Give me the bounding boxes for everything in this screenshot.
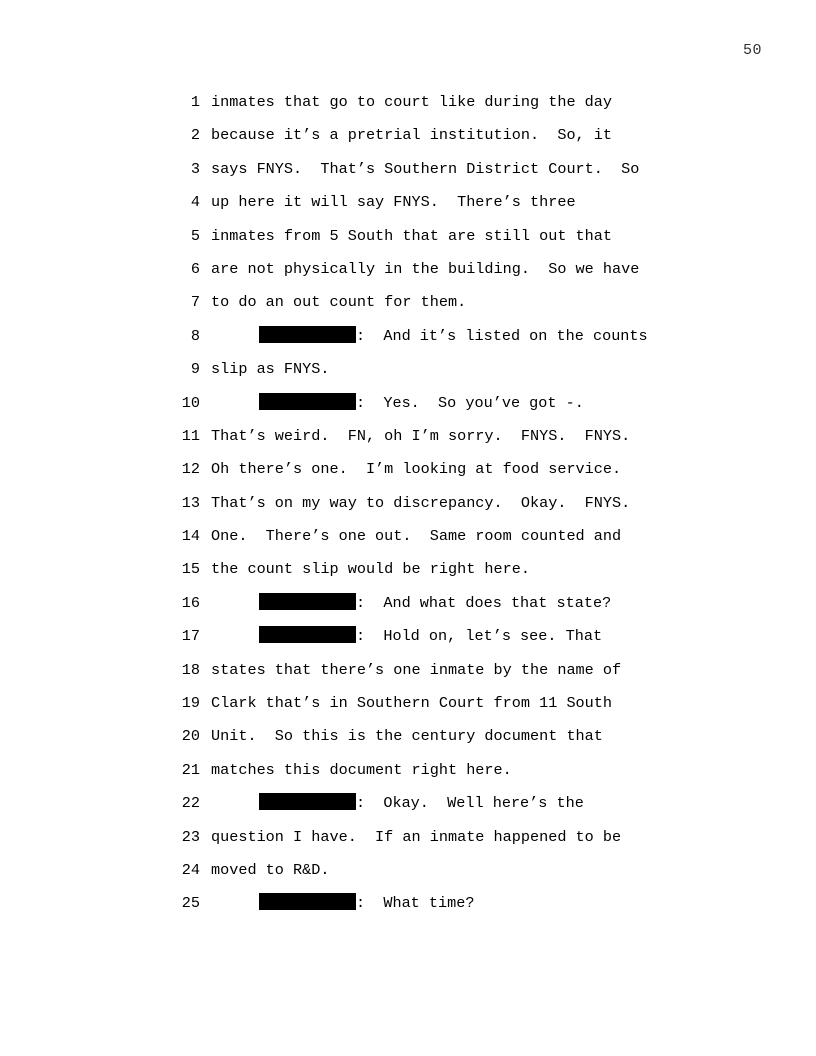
transcript-line [0,754,816,787]
line-content [211,220,612,253]
line-text: : Okay. Well here’s the [356,794,584,813]
line-number [0,854,200,887]
line-number-text: 14 [181,527,200,546]
line-number-text: 17 [181,627,200,646]
line-number [0,754,200,787]
line-text: moved to R&D. [211,860,330,879]
line-content [211,520,621,553]
line-content [211,487,630,520]
line-text: the count slip would be right here. [211,560,530,579]
line-number [0,687,200,720]
line-text: states that there’s one inmate by the name of [211,660,622,679]
line-number-text: 12 [181,460,200,479]
line-number [0,253,200,286]
line-text: : Yes. So you’ve got -. [356,393,584,412]
transcript-line [0,687,816,720]
redacted-speaker-name [259,893,356,910]
transcript-line [0,520,816,553]
line-content [211,353,329,386]
transcript-line [0,420,816,453]
line-number [0,353,200,386]
transcript-line [0,887,816,920]
line-number-text: 10 [181,393,200,412]
transcript-body [0,86,816,921]
transcript-line [0,654,816,687]
line-number [0,186,200,219]
line-number [0,119,200,152]
line-content [211,821,621,854]
line-number-text: 13 [181,493,200,512]
line-content [259,387,584,420]
transcript-line [0,320,816,353]
line-number-text: 3 [190,159,200,178]
transcript-line [0,153,816,186]
redacted-speaker-name [259,593,356,610]
transcript-line [0,86,816,119]
line-number-text: 7 [190,293,200,312]
line-text: Oh there’s one. I’m looking at food service. [211,460,622,479]
line-number-text: 11 [181,426,200,445]
line-number-text: 23 [181,827,200,846]
line-number [0,420,200,453]
line-number [0,220,200,253]
line-number-text: 25 [181,894,200,913]
redacted-speaker-name [259,793,356,810]
line-content [211,286,466,319]
redacted-speaker-name [259,326,356,343]
line-text: to do an out count for them. [211,293,467,312]
line-content [211,453,621,486]
line-number-text: 19 [181,694,200,713]
line-number-text: 6 [190,259,200,278]
transcript-line [0,487,816,520]
line-text: Clark that’s in Southern Court from 11 South [211,694,613,713]
transcript-line [0,453,816,486]
line-content [211,119,612,152]
transcript-line [0,620,816,653]
line-number [0,320,200,353]
line-number-text: 22 [181,794,200,813]
line-number [0,821,200,854]
line-text: up here it will say FNYS. There’s three [211,193,576,212]
transcript-line [0,587,816,620]
line-text: because it’s a pretrial institution. So, it [211,126,613,145]
line-content [211,687,612,720]
line-number [0,587,200,620]
line-number-text: 16 [181,593,200,612]
line-number [0,887,200,920]
line-text: inmates from 5 South that are still out that [211,226,613,245]
line-text: One. There’s one out. Same room counted and [211,527,622,546]
line-text: question I have. If an inmate happened to be [211,827,622,846]
line-number [0,387,200,420]
transcript-line [0,220,816,253]
line-number [0,787,200,820]
line-content [211,420,630,453]
line-number-text: 5 [190,226,200,245]
line-number-text: 8 [190,326,200,345]
line-content [259,887,474,920]
line-text: : Hold on, let’s see. That [356,627,603,646]
line-number-text: 18 [181,660,200,679]
transcript-line [0,253,816,286]
line-text: : What time? [356,894,475,913]
line-content [259,320,648,353]
line-number-text: 24 [181,860,200,879]
transcript-line [0,787,816,820]
redacted-speaker-name [259,393,356,410]
line-text: are not physically in the building. So we have [211,259,640,278]
line-number-text: 1 [190,93,200,111]
line-number-text: 20 [181,727,200,746]
page-number: 50 [742,42,762,59]
line-number [0,720,200,753]
line-content [259,620,602,653]
line-text: : And it’s listed on the counts [356,326,648,345]
transcript-line [0,186,816,219]
line-number [0,286,200,319]
line-number-text: 2 [190,126,200,145]
line-content [211,153,639,186]
line-content [211,553,530,586]
line-number [0,553,200,586]
line-number [0,153,200,186]
line-content [259,587,611,620]
line-number [0,86,200,119]
transcript-line [0,553,816,586]
transcript-line [0,387,816,420]
line-text: inmates that go to court like during the day [211,93,613,111]
line-text: says FNYS. That’s Southern District Court. So [211,159,640,178]
line-content [211,186,576,219]
line-text: That’s weird. FN, oh I’m sorry. FNYS. FNYS. [211,426,631,445]
line-content [211,754,512,787]
transcript-line [0,854,816,887]
line-content [211,854,329,887]
line-number [0,520,200,553]
line-number [0,487,200,520]
line-number [0,654,200,687]
line-number-text: 21 [181,760,200,779]
line-content [211,720,603,753]
line-content [211,654,621,687]
line-content [259,787,584,820]
line-text: matches this document right here. [211,760,512,779]
line-content [211,253,639,286]
redacted-speaker-name [259,626,356,643]
line-number [0,453,200,486]
line-text: : And what does that state? [356,593,612,612]
line-number-text: 15 [181,560,200,579]
transcript-line [0,821,816,854]
line-text: slip as FNYS. [211,360,330,379]
line-number-text: 4 [190,193,200,212]
line-content [211,86,612,119]
transcript-line [0,353,816,386]
transcript-line [0,119,816,152]
line-text: That’s on my way to discrepancy. Okay. FNYS. [211,493,631,512]
transcript-line [0,286,816,319]
transcript-line [0,720,816,753]
line-number-text: 9 [190,360,200,379]
line-number [0,620,200,653]
line-text: Unit. So this is the century document that [211,727,603,746]
